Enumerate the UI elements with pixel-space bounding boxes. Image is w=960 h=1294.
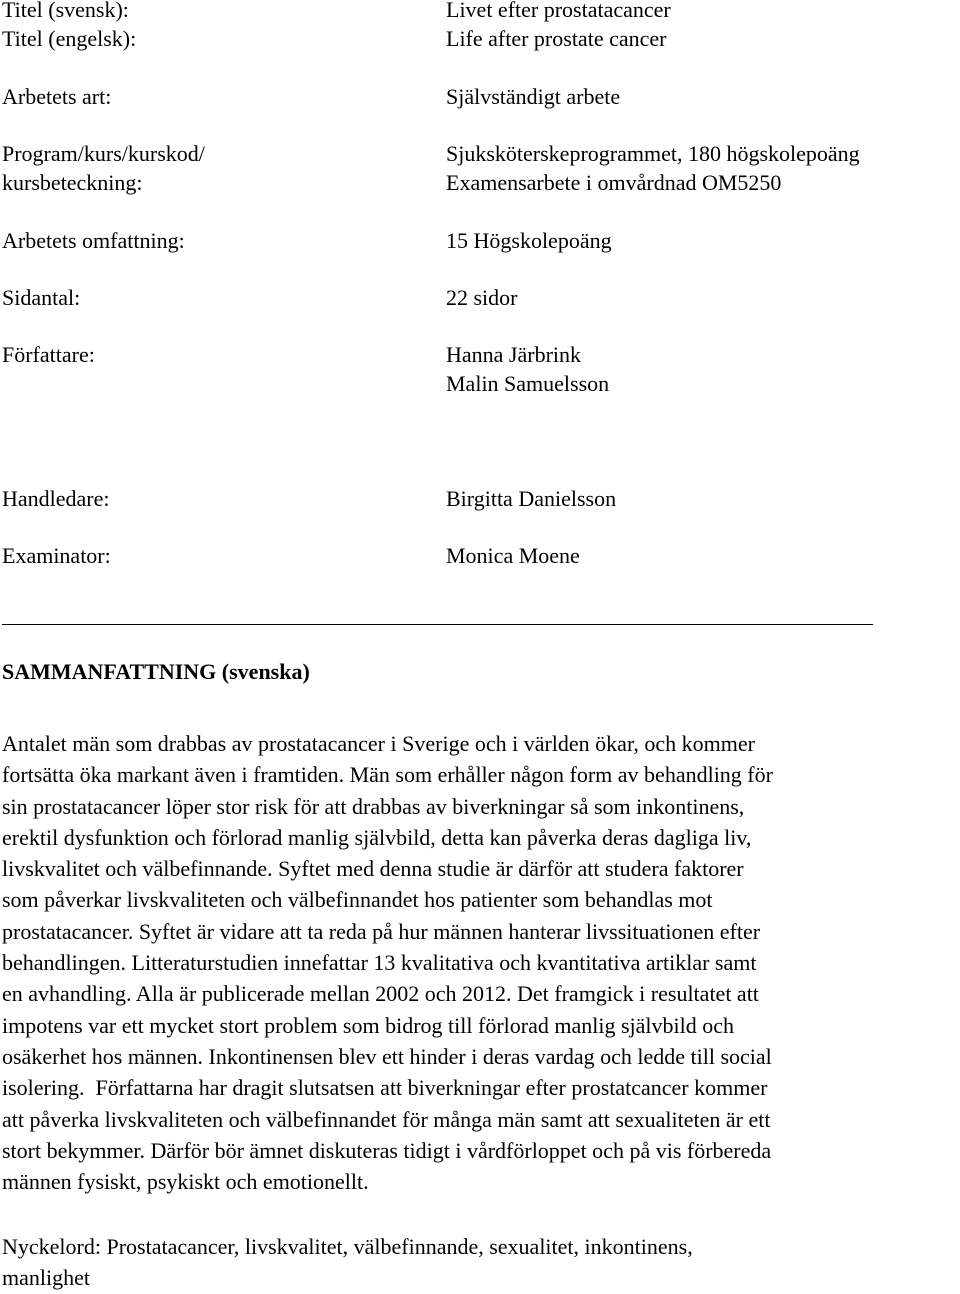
- abstract-line: männen fysiskt, psykiskt och emotionellt.: [2, 1169, 369, 1195]
- author-name-1: Hanna Järbrink: [446, 342, 582, 367]
- abstract-line: fortsätta öka markant även i framtiden. Män som erhåller någon form av behandling för: [2, 762, 773, 788]
- abstract-body: [2, 728, 960, 1197]
- program-label-line-1: Program/kurs/kurskod/: [2, 141, 205, 166]
- abstract-line: behandlingen. Litteraturstudien innefattar 13 kvalitativa och kvantitativa artiklar samt: [2, 950, 757, 976]
- program-value: [446, 139, 946, 197]
- abstract-line: osäkerhet hos männen. Inkontinensen blev ett hinder i deras vardag och ledde till social: [2, 1043, 772, 1069]
- pages-value: 22 sidor: [446, 285, 518, 310]
- authors-label: Författare:: [2, 342, 95, 367]
- work-type-value: Självständigt arbete: [446, 84, 621, 109]
- abstract-line: en avhandling. Alla är publicerade mellan 2002 och 2012. Det framgick i resultatet att: [2, 981, 759, 1007]
- author-name-2: Malin Samuelsson: [446, 371, 610, 396]
- section-divider: [2, 624, 873, 625]
- abstract-line: erektil dysfunktion och förlorad manlig självbild, detta kan påverka deras dagliga liv,: [2, 824, 752, 850]
- keywords: [2, 1231, 960, 1294]
- examiner-value: Monica Moene: [446, 543, 580, 568]
- abstract-heading: SAMMANFATTNING (svenska): [2, 659, 310, 684]
- keywords-line-1: Nyckelord: Prostatacancer, livskvalitet, välbefinnande, sexualitet, inkontinens,: [2, 1234, 693, 1259]
- title-en-label: Titel (engelsk):: [2, 26, 137, 51]
- authors-value: [446, 340, 946, 398]
- pages-label: Sidantal:: [2, 285, 81, 310]
- title-sv-label: Titel (svensk):: [2, 0, 129, 22]
- program-value-line-1: Sjuksköterskeprogrammet, 180 högskolepoäng: [446, 141, 860, 166]
- scope-value: 15 Högskolepoäng: [446, 228, 612, 253]
- abstract-line: prostatacancer. Syftet är vidare att ta reda på hur männen hanterar livssituationen efter: [2, 918, 761, 944]
- program-value-line-2: Examensarbete i omvårdnad OM5250: [446, 170, 782, 195]
- program-label-line-2: kursbeteckning:: [2, 170, 143, 195]
- work-type-label: Arbetets art:: [2, 84, 112, 109]
- supervisor-value: Birgitta Danielsson: [446, 486, 617, 511]
- scope-label: Arbetets omfattning:: [2, 228, 185, 253]
- abstract-line: att påverka livskvaliteten och välbefinnandet för många män samt att sexualiteten är ett: [2, 1106, 771, 1132]
- abstract-line: Antalet män som drabbas av prostatacancer i Sverige och i världen ökar, och kommer: [2, 731, 755, 756]
- keywords-line-2: manlighet: [2, 1265, 90, 1291]
- title-sv-value: Livet efter prostatacancer: [446, 0, 671, 22]
- program-label: [2, 139, 432, 197]
- abstract-line: isolering. Författarna har dragit slutsatsen att biverkningar efter prostatcancer kommer: [2, 1075, 768, 1101]
- abstract-line: sin prostatacancer löper stor risk för att drabbas av biverkningar så som inkontinens,: [2, 793, 745, 819]
- abstract-line: livskvalitet och välbefinnande. Syftet med denna studie är därför att studera faktorer: [2, 856, 744, 882]
- abstract-line: impotens var ett mycket stort problem som bidrog till förlorad manlig självbild och: [2, 1012, 734, 1038]
- abstract-line: stort bekymmer. Därför bör ämnet diskuteras tidigt i vårdförloppet och på vis förbereda: [2, 1137, 772, 1163]
- title-en-value: Life after prostate cancer: [446, 26, 667, 51]
- supervisor-label: Handledare:: [2, 486, 110, 511]
- examiner-label: Examinator:: [2, 543, 111, 568]
- abstract-line: som påverkar livskvaliteten och välbefinnandet hos patienter som behandlas mot: [2, 887, 713, 913]
